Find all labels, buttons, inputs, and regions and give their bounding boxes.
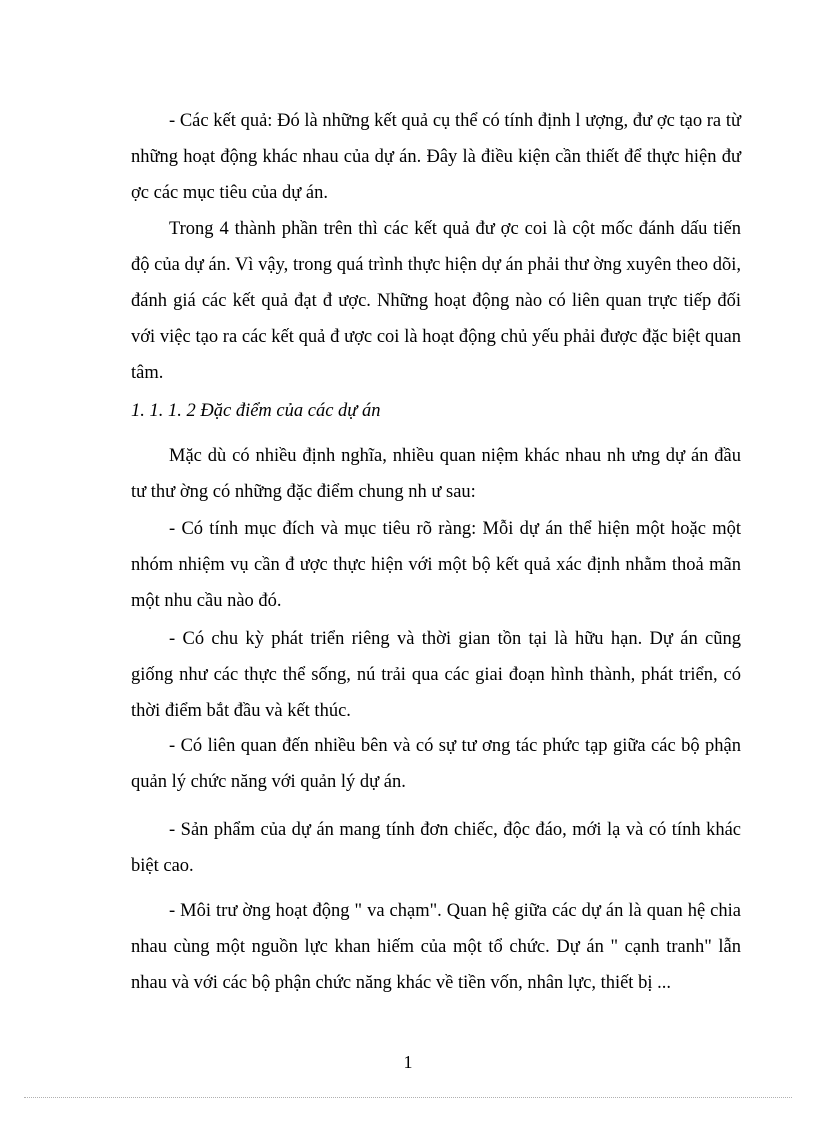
paragraph-purpose: - Có tính mục đích và mục tiêu rõ ràng: Mỗi dự án thể hiện một hoặc một nhóm nhiệm vụ cần đ ược thực hiện với một bộ kết quả xác định nhằm thoả mãn một nhu cầu nào đó. xyxy=(131,519,741,611)
section-heading: 1. 1. 1. 2 Đặc điểm của các dự án xyxy=(131,401,381,421)
page-number: 1 xyxy=(403,1052,413,1072)
paragraph-milestones: Trong 4 thành phần trên thì các kết quả đư ợc coi là cột mốc đánh dấu tiến độ của dự án. Vì vậy, trong quá trình thực hiện dự án phải thư ờng xuyên theo dõi, đánh giá các kết quả đạt đ ược. Những hoạt động nào có liên quan trực tiếp đối với việc tạo ra các kết quả đ ược coi là hoạt động chủ yếu phải được đặc biệt quan tâm. xyxy=(131,219,741,383)
paragraph-environment: - Môi trư ờng hoạt động " va chạm". Quan hệ giữa các dự án là quan hệ chia nhau cùng một nguồn lực khan hiếm của một tổ chức. Dự án " cạnh tranh" lẫn nhau và với các bộ phận chức năng khác về tiền vốn, nhân lực, thiết bị ... xyxy=(131,901,741,993)
paragraph-lifecycle: - Có chu kỳ phát triển riêng và thời gian tồn tại là hữu hạn. Dự án cũng giống như các thực thể sống, nú trải qua các giai đoạn hình thành, phát triển, có thời điểm bắt đầu và kết thúc. xyxy=(131,629,741,721)
page-bottom-divider xyxy=(24,1097,792,1098)
paragraph-intro-characteristics: Mặc dù có nhiều định nghĩa, nhiều quan niệm khác nhau nh ưng dự án đầu tư thư ờng có những đặc điểm chung nh ư sau: xyxy=(131,446,741,502)
paragraph-results: - Các kết quả: Đó là những kết quả cụ thể có tính định l ượng, đư ợc tạo ra từ những hoạt động khác nhau của dự án. Đây là điều kiện cần thiết để thực hiện đư ợc các mục tiêu của dự án. xyxy=(131,111,741,203)
paragraph-uniqueness: - Sản phẩm của dự án mang tính đơn chiếc, độc đáo, mới lạ và có tính khác biệt cao. xyxy=(131,820,741,876)
paragraph-stakeholders: - Có liên quan đến nhiều bên và có sự tư ơng tác phức tạp giữa các bộ phận quản lý chức năng với quản lý dự án. xyxy=(131,736,741,792)
